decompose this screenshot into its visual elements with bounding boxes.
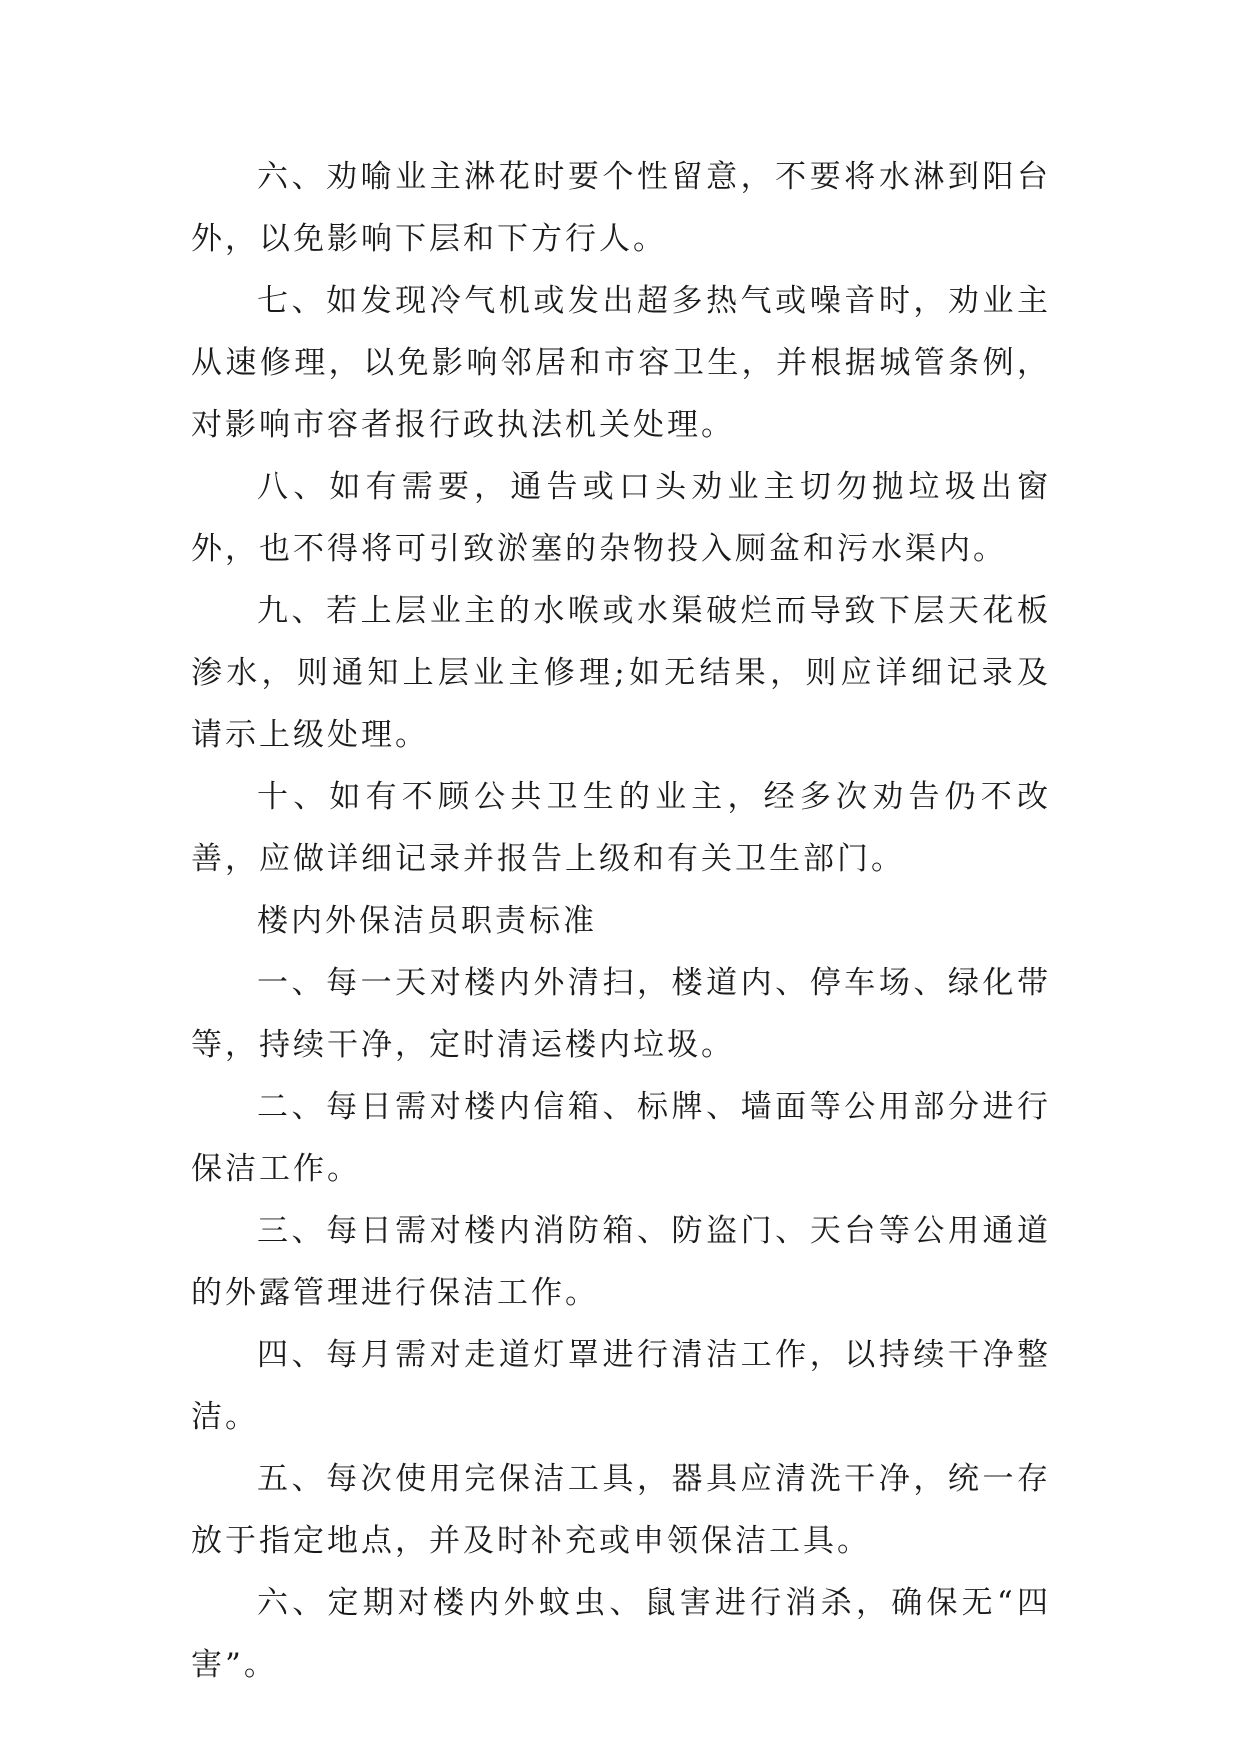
section-heading: 楼内外保洁员职责标准 xyxy=(257,903,597,939)
paragraph-11: 五、每次使用完保洁工具，器具应清洗干净，统一存放于指定地点，并及时补充或申领保洁工具。 xyxy=(191,1461,1051,1559)
paragraph-8: 二、每日需对楼内信箱、标牌、墙面等公用部分进行保洁工作。 xyxy=(191,1089,1051,1187)
paragraph-3: 八、如有需要，通告或口头劝业主切勿抛垃圾出窗外，也不得将可引致淤塞的杂物投入厕盆和污水渠内。 xyxy=(191,469,1051,567)
paragraph-10: 四、每月需对走道灯罩进行清洁工作，以持续干净整洁。 xyxy=(191,1337,1051,1435)
paragraph-12: 六、定期对楼内外蚊虫、鼠害进行消杀，确保无“四害”。 xyxy=(191,1585,1051,1683)
paragraph-9: 三、每日需对楼内消防箱、防盗门、天台等公用通道的外露管理进行保洁工作。 xyxy=(191,1213,1051,1311)
paragraph-2: 七、如发现冷气机或发出超多热气或噪音时，劝业主从速修理，以免影响邻居和市容卫生，并根据城管条例，对影响市容者报行政执法机关处理。 xyxy=(191,283,1051,443)
paragraph-1: 六、劝喻业主淋花时要个性留意，不要将水淋到阳台外，以免影响下层和下方行人。 xyxy=(191,159,1051,257)
document-body xyxy=(191,146,1051,1696)
paragraph-5: 十、如有不顾公共卫生的业主，经多次劝告仍不改善，应做详细记录并报告上级和有关卫生部门。 xyxy=(191,779,1051,877)
paragraph-7: 一、每一天对楼内外清扫，楼道内、停车场、绿化带等，持续干净，定时清运楼内垃圾。 xyxy=(191,965,1051,1063)
paragraph-4: 九、若上层业主的水喉或水渠破烂而导致下层天花板渗水，则通知上层业主修理;如无结果，则应详细记录及请示上级处理。 xyxy=(191,593,1051,753)
